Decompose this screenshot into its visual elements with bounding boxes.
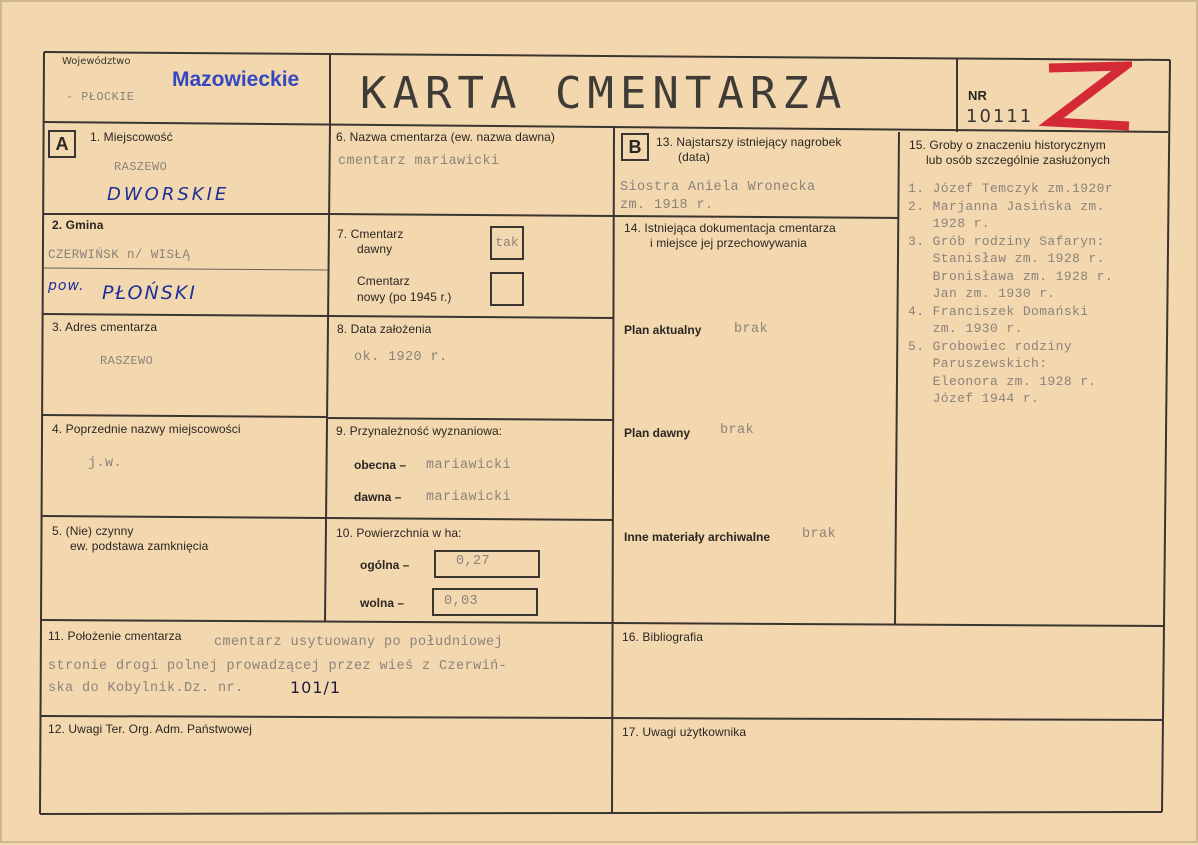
notable-grave-line: Paruszewskich: bbox=[908, 356, 1048, 371]
field-14-label-line2: i miejsce jej przechowywania bbox=[650, 236, 807, 250]
notable-grave-line: 3. Grób rodziny Safaryn: bbox=[908, 233, 1105, 249]
field-14-current-plan-value: brak bbox=[734, 322, 769, 337]
field-10-total-box[interactable] bbox=[434, 550, 540, 578]
notable-grave-line: Stanisław zm. 1928 r. bbox=[908, 251, 1105, 266]
field-12-label: 12. Uwagi Ter. Org. Adm. Państwowej bbox=[48, 722, 253, 736]
field-11-typed-line1: cmentarz usytuowany po południowej bbox=[214, 635, 504, 650]
notable-grave-line: Józef 1944 r. bbox=[908, 391, 1040, 406]
field-4-label: 4. Poprzednie nazwy miejscowości bbox=[52, 422, 241, 436]
field-8-typed: ok. 1920 r. bbox=[354, 350, 448, 365]
field-2-handwritten: PŁOŃSKI bbox=[102, 282, 197, 304]
field-14-other-label: Inne materiały archiwalne bbox=[624, 530, 771, 544]
field-14-old-plan-label: Plan dawny bbox=[624, 426, 691, 440]
field-13-label-line2: (data) bbox=[678, 150, 710, 164]
field-9-current-value: mariawicki bbox=[426, 458, 512, 473]
notable-grave-line: 2. Marjanna Jasińska zm. bbox=[908, 198, 1105, 214]
field-11-typed-line3: ska do Kobylnik.Dz. nr. bbox=[48, 681, 244, 696]
field-3-typed: RASZEWO bbox=[100, 354, 154, 368]
card-title: KARTA CMENTARZA bbox=[360, 68, 848, 119]
field-9-label: 9. Przynależność wyznaniowa: bbox=[336, 424, 503, 438]
field-14-label-line1: 14. Istniejąca dokumentacja cmentarza bbox=[624, 221, 836, 235]
notable-grave-line: 5. Grobowiec rodziny bbox=[908, 338, 1073, 354]
field-11-label: 11. Położenie cmentarza bbox=[48, 629, 182, 643]
field-2-typed: CZERWIŃSK n/ WISŁĄ bbox=[48, 248, 191, 262]
field-6-label: 6. Nazwa cmentarza (ew. nazwa dawna) bbox=[336, 130, 556, 144]
field-10-free-label: wolna – bbox=[360, 596, 405, 610]
notable-grave-line: Eleonora zm. 1928 r. bbox=[908, 373, 1097, 389]
field-7-old-label: dawny bbox=[357, 242, 393, 256]
field-4-typed: j.w. bbox=[88, 456, 123, 471]
notable-grave-line: Bronisława zm. 1928 r. bbox=[908, 268, 1114, 284]
field-13-label-line1: 13. Najstarszy istniejący nagrobek bbox=[656, 135, 842, 149]
field-10-free-box[interactable] bbox=[432, 588, 538, 616]
field-7-old-checkbox[interactable]: tak bbox=[490, 226, 524, 260]
field-1-label: 1. Miejscowość bbox=[90, 130, 173, 144]
notable-graves-list bbox=[908, 180, 1113, 408]
voivodeship-typed: - PŁOCKIE bbox=[66, 90, 135, 104]
field-14-current-plan-label: Plan aktualny bbox=[624, 323, 702, 337]
notable-grave-line: 1. Józef Temczyk zm.1920r bbox=[908, 181, 1114, 196]
voivodeship-stamp: Mazowieckie bbox=[172, 68, 300, 91]
field-2-handwritten-prefix: pow. bbox=[48, 278, 85, 294]
field-5-label-line2: ew. podstawa zamknięcia bbox=[70, 539, 209, 553]
field-10-total-label: ogólna – bbox=[360, 558, 410, 572]
field-11-handwritten: 101/1 bbox=[290, 678, 342, 697]
field-16-label: 16. Bibliografia bbox=[622, 630, 703, 644]
field-17-label: 17. Uwagi użytkownika bbox=[622, 725, 747, 739]
field-14-old-plan-value: brak bbox=[720, 423, 755, 438]
field-15-label-line2: lub osób szczególnie zasłużonych bbox=[926, 153, 1110, 167]
notable-grave-line: 4. Franciszek Domański bbox=[908, 303, 1089, 319]
field-13-typed-line1: Siostra Aniela Wronecka bbox=[620, 180, 816, 195]
field-9-former-label: dawna – bbox=[354, 490, 402, 504]
field-8-label: 8. Data założenia bbox=[337, 322, 432, 336]
field-15-label-line1: 15. Groby o znaczeniu historycznym bbox=[909, 138, 1106, 152]
field-11-typed-line2: stronie drogi polnej prowadzącej przez wieś z Czerwiń- bbox=[48, 659, 508, 674]
section-a-badge: A bbox=[48, 130, 76, 158]
field-7-new-label-line2: nowy (po 1945 r.) bbox=[357, 290, 452, 304]
field-10-free-value: 0,03 bbox=[444, 594, 479, 609]
field-10-total-value: 0,27 bbox=[456, 554, 491, 569]
field-14-other-value: brak bbox=[802, 527, 837, 542]
field-1-typed: RASZEWO bbox=[114, 160, 168, 174]
notable-grave-line: 1928 r. bbox=[908, 216, 991, 231]
red-z-mark-icon bbox=[1037, 60, 1132, 135]
notable-grave-line: zm. 1930 r. bbox=[908, 321, 1023, 336]
field-7-label: 7. Cmentarz bbox=[337, 227, 404, 241]
field-7-new-checkbox[interactable] bbox=[490, 272, 524, 306]
field-10-label: 10. Powierzchnia w ha: bbox=[336, 526, 462, 540]
field-2-label: 2. Gmina bbox=[52, 218, 104, 232]
field-9-former-value: mariawicki bbox=[426, 490, 512, 505]
voivodeship-label: Województwo bbox=[62, 56, 131, 67]
notable-grave-line: Jan zm. 1930 r. bbox=[908, 286, 1056, 301]
field-6-typed: cmentarz mariawicki bbox=[338, 154, 500, 169]
section-b-badge: B bbox=[621, 133, 649, 161]
field-9-current-label: obecna – bbox=[354, 458, 407, 472]
field-3-label: 3. Adres cmentarza bbox=[52, 320, 158, 334]
field-1-handwritten: DWORSKIE bbox=[107, 184, 230, 205]
number-value: 10111 bbox=[966, 106, 1034, 127]
field-7-new-label-line1: Cmentarz bbox=[357, 274, 410, 288]
field-5-label-line1: 5. (Nie) czynny bbox=[52, 524, 134, 538]
number-label: NR bbox=[968, 88, 987, 103]
field-13-typed-line2: zm. 1918 r. bbox=[620, 198, 714, 213]
